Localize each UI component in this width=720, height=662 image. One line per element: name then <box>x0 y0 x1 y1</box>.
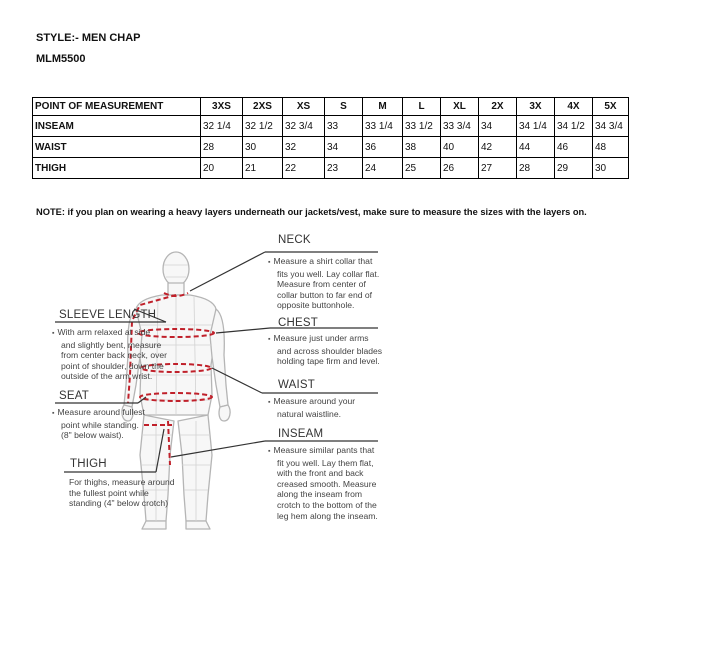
table-row <box>33 137 629 158</box>
table-cell: 28 <box>201 137 243 158</box>
table-cell: 29 <box>555 158 593 179</box>
table-cell: 32 1/4 <box>201 116 243 137</box>
table-cell: 23 <box>325 158 363 179</box>
neck-label: NECK <box>278 234 311 246</box>
table-cell: 25 <box>403 158 441 179</box>
style-title: STYLE:- MEN CHAP <box>36 32 141 44</box>
neck-description: ▪ Measure a shirt collar that fits you well. Lay collar flat. Measure from center of collar button to far end of opposite buttonhole. <box>268 256 379 311</box>
table-cell: 33 <box>325 116 363 137</box>
table-cell: 42 <box>479 137 517 158</box>
layering-note: NOTE: if you plan on wearing a heavy layers underneath our jackets/vest, make sure to measure the sizes with the layers on. <box>36 207 587 217</box>
header-cell: 2XS <box>243 98 283 116</box>
table-cell: 38 <box>403 137 441 158</box>
table-cell: 34 1/2 <box>555 116 593 137</box>
table-cell: 30 <box>243 137 283 158</box>
header-cell: L <box>403 98 441 116</box>
thigh-label: THIGH <box>70 458 107 470</box>
table-cell: 34 <box>479 116 517 137</box>
inseam-label: INSEAM <box>278 428 324 440</box>
table-cell: 26 <box>441 158 479 179</box>
table-cell: 20 <box>201 158 243 179</box>
table-cell: 33 3/4 <box>441 116 479 137</box>
header-cell: 4X <box>555 98 593 116</box>
row-label: THIGH <box>33 158 201 179</box>
chest-description: ▪ Measure just under arms and across shoulder blades holding tape firm and level. <box>268 333 382 367</box>
table-cell: 36 <box>363 137 403 158</box>
inseam-description: ▪ Measure similar pants that fit you well. Lay them flat, with the front and back creased smooth. Measure along the inseam from crotch to the bottom of the leg hem along the inseam. <box>268 445 378 521</box>
row-label: INSEAM <box>33 116 201 137</box>
table-cell: 21 <box>243 158 283 179</box>
seat-description: ▪ Measure around fullest point while standing. (8" below waist). <box>52 407 145 441</box>
header-cell: POINT OF MEASUREMENT <box>33 98 201 116</box>
table-cell: 34 3/4 <box>593 116 629 137</box>
table-cell: 22 <box>283 158 325 179</box>
table-cell: 44 <box>517 137 555 158</box>
model-number: MLM5500 <box>36 53 86 65</box>
table-row <box>33 158 629 179</box>
sleeve-length-description: ▪ With arm relaxed at side and slightly bent, measure from center back neck, over point of shoulder, down the outside of the arm wrist. <box>52 327 167 382</box>
table-row <box>33 116 629 137</box>
table-cell: 46 <box>555 137 593 158</box>
header-cell: S <box>325 98 363 116</box>
table-cell: 32 <box>283 137 325 158</box>
table-cell: 30 <box>593 158 629 179</box>
table-cell: 28 <box>517 158 555 179</box>
table-cell: 34 <box>325 137 363 158</box>
header-cell: XL <box>441 98 479 116</box>
sleeve-length-label: SLEEVE LENGTH <box>59 309 157 321</box>
seat-label: SEAT <box>59 390 89 402</box>
table-cell: 24 <box>363 158 403 179</box>
table-cell: 33 1/2 <box>403 116 441 137</box>
chest-label: CHEST <box>278 317 318 329</box>
table-cell: 27 <box>479 158 517 179</box>
measurement-guide <box>40 225 390 535</box>
header-cell: XS <box>283 98 325 116</box>
header-cell: 5X <box>593 98 629 116</box>
table-header-row <box>33 98 629 116</box>
row-label: WAIST <box>33 137 201 158</box>
header-cell: 2X <box>479 98 517 116</box>
table-cell: 32 1/2 <box>243 116 283 137</box>
size-chart-table <box>32 97 629 179</box>
table-cell: 33 1/4 <box>363 116 403 137</box>
header-cell: 3X <box>517 98 555 116</box>
thigh-description: For thighs, measure around the fullest point while standing (4" below crotch) <box>69 477 175 509</box>
table-cell: 48 <box>593 137 629 158</box>
header-cell: M <box>363 98 403 116</box>
table-cell: 40 <box>441 137 479 158</box>
header-cell: 3XS <box>201 98 243 116</box>
table-cell: 32 3/4 <box>283 116 325 137</box>
waist-label: WAIST <box>278 379 315 391</box>
waist-description: ▪ Measure around your natural waistline. <box>268 396 355 419</box>
table-cell: 34 1/4 <box>517 116 555 137</box>
